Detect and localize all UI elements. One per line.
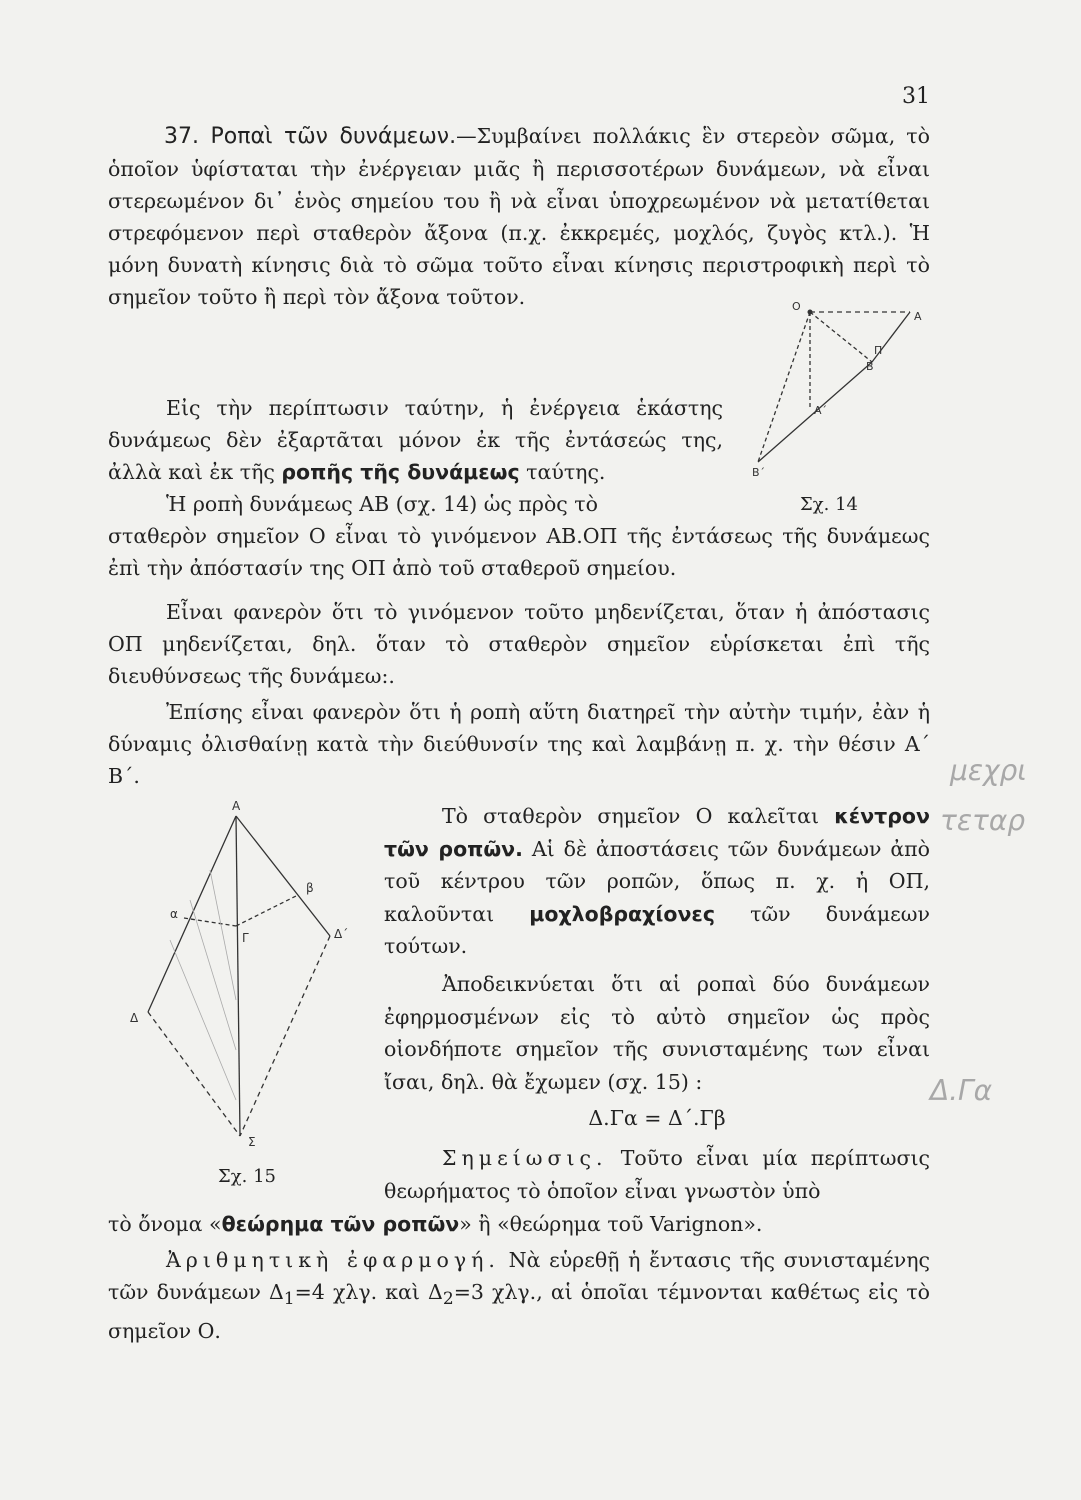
fig14-label-p: Π (874, 344, 883, 357)
fig14-label-b: Β (866, 360, 874, 373)
fig15-caption: Σχ. 15 (218, 1166, 276, 1187)
figure-14 (740, 290, 940, 490)
section-dash: — (456, 124, 477, 148)
para-center (384, 800, 930, 963)
fig14-label-b2: Β΄ (752, 466, 766, 479)
term-lever-arms: μοχλοβραχίονες (529, 901, 715, 926)
remark (384, 1142, 930, 1207)
fig15-label-d: Δ (130, 1011, 139, 1025)
fig14-label-a2: Α΄ (814, 404, 828, 417)
margin-note-2: τεταρ (940, 804, 1026, 837)
fig14-label-o: Ο (792, 300, 801, 313)
application-label: Ἀριθμητικὴ ἐφαρμογή. (166, 1248, 500, 1272)
fig15-label-s: Σ (248, 1135, 256, 1149)
para-center-after: τῶν δυνάμεων τούτων. (384, 901, 930, 958)
para-center-before: Τὸ σταθερὸν σημεῖον Ο καλεῖται (442, 804, 820, 828)
fig14-point-o (808, 310, 813, 315)
fig14-line-op (810, 312, 872, 362)
section-heading: 37. Ροπαὶ τῶν δυνάμεων. (164, 124, 457, 149)
remark-text: Τοῦτο εἶναι μία περίπτωσις θεωρήματος τὸ ὁποῖον εἶναι γνωστὸν ὑπὸ (384, 1146, 930, 1203)
fig15-label-beta: β (306, 881, 314, 895)
fig14-label-a: Α (914, 310, 922, 323)
para-zero: Εἶναι φανερὸν ὅτι τὸ γινόμενον τοῦτο μηδενίζεται, ὅταν ἡ ἀπόστασις ΟΠ μηδενίζεται, δηλ. ὅταν τὸ σταθερὸν σημεῖον εὑρίσκεται ἐπὶ τῆς διευθύνσεως τῆς δυνάμεω:. (108, 600, 930, 688)
fig15-resultant (236, 816, 240, 1136)
margin-notes (930, 720, 1080, 1160)
para-moment-rest: σταθερὸν σημεῖον Ο εἶναι τὸ γινόμενον ΑΒ.ΟΠ τῆς ἐντάσεως τῆς δυνάμεως ἐπὶ τὴν ἀπόστασίν της ΟΠ ἀπὸ τοῦ σταθεροῦ σημείου. (108, 524, 930, 580)
application: Ἀριθμητικὴ ἐφαρμογή. Νὰ εὑρεθῇ ἡ ἔντασις τῆς συνισταμένης τῶν δυνάμεων $\Delta_1=4$ χλγ. καὶ $\Delta_2=3$ χλγ., αἱ ὁποῖαι τέμνονται καθέτως εἰς τὸ σημεῖον Ο. (108, 1248, 931, 1344)
remark-label: Σημείωσις. (442, 1146, 608, 1170)
remark-continuation: τὸ ὄνομα «θεώρημα τῶν ροπῶν» ἢ «θεώρημα τοῦ Varignon». (108, 1212, 763, 1236)
fig15-dash-ga (184, 918, 236, 926)
para-case-after: ταύτης. (526, 460, 606, 484)
term-moment-of-force: ροπῆς τῆς δυνάμεως (281, 460, 520, 484)
section-intro (108, 120, 930, 313)
para-same: Ἐπίσης εἶναι φανερὸν ὅτι ἡ ροπὴ αὕτη διατηρεῖ τὴν αὐτὴν τιμήν, ἐὰν ἡ δύναμις ὀλισθαίνῃ κατὰ τὴν διεύθυνσίν της καὶ λαμβάνῃ π. χ. τὴν θέσιν Α΄ Β΄. (108, 700, 930, 788)
section-intro-text: Συμβαίνει πολλάκις ἓν στερεὸν σῶμα, τὸ ὁποῖον ὑφίσταται τὴν ἐνέργειαν μιᾶς ἢ περισσοτέρων δυνάμεων, νὰ εἶναι στερεωμένον δι᾽ ἑνὸς σημείου του ἢ νὰ εἶναι ὑποχρεωμένον νὰ μετατίθεται στρεφόμενον περὶ σταθερὸν ἄξονα (π.χ. ἐκκρεμές, μοχλός, ζυγὸς κτλ.). Ἡ μόνη δυνατὴ κίνησις διὰ τὸ σῶμα τοῦτο εἶναι κίνησις περιστροφικὴ περὶ τὸ σημεῖον τοῦτο ἢ περὶ τὸν ἄξονα τοῦτον. (108, 124, 930, 309)
para-proof: Ἀποδεικνύεται ὅτι αἱ ροπαὶ δύο δυνάμεων ἐφηρμοσμένων εἰς τὸ αὐτὸ σημεῖον ὡς πρὸς οἱονδήποτε σημεῖον τῆς συνισταμένης των εἶναι ἴσαι, δηλ. θὰ ἔχωμεν (σχ. 15) : (384, 972, 930, 1094)
term-center-of-moments: κέντρον τῶν ροπῶν. (384, 804, 930, 861)
fig15-label-gamma: Γ (242, 931, 249, 945)
fig15-force-d (148, 816, 236, 1012)
fig15-hatch (170, 940, 236, 1100)
fig15-dash-gb (236, 896, 296, 926)
fig14-caption: Σχ. 14 (800, 494, 858, 515)
formula: Δ.Γα = Δ΄.Γβ (588, 1106, 726, 1130)
para-center-middle: Αἱ δὲ ἀποστάσεις τῶν δυνάμεων ἀπὸ τοῦ κέντρου τῶν ροπῶν, ὅπως π. χ. ἡ ΟΠ, καλοῦνται (384, 836, 930, 926)
fig15-dash-d2-s (240, 936, 330, 1136)
page-number: 31 (902, 84, 930, 109)
figure-15 (120, 800, 360, 1150)
fig15-label-d2: Δ΄ (334, 927, 349, 941)
fig15-dash-d-s (148, 1012, 240, 1136)
para-moment-line1: Ἡ ροπὴ δυνάμεως ΑΒ (σχ. 14) ὡς πρὸς τὸ (166, 492, 598, 516)
fig15-label-a: Α (232, 799, 241, 813)
para-case (108, 392, 723, 488)
para-case-before: Εἰς τὴν περίπτωσιν ταύτην, ἡ ἐνέργεια ἑκάστης δυνάμεως δὲν ἐξαρτᾶται μόνον ἐκ τῆς ἐντάσεώς της, ἀλλὰ καὶ ἐκ τῆς (108, 396, 723, 484)
fig15-label-alpha: α (170, 907, 178, 921)
fig15-hatch (210, 870, 236, 1000)
margin-note-1: μεχρι (950, 754, 1027, 787)
fig15-force-d2 (236, 816, 330, 936)
term-theorem-of-moments: θεώρημα τῶν ροπῶν (221, 1212, 460, 1236)
margin-note-3: Δ.Γα (930, 1074, 993, 1107)
